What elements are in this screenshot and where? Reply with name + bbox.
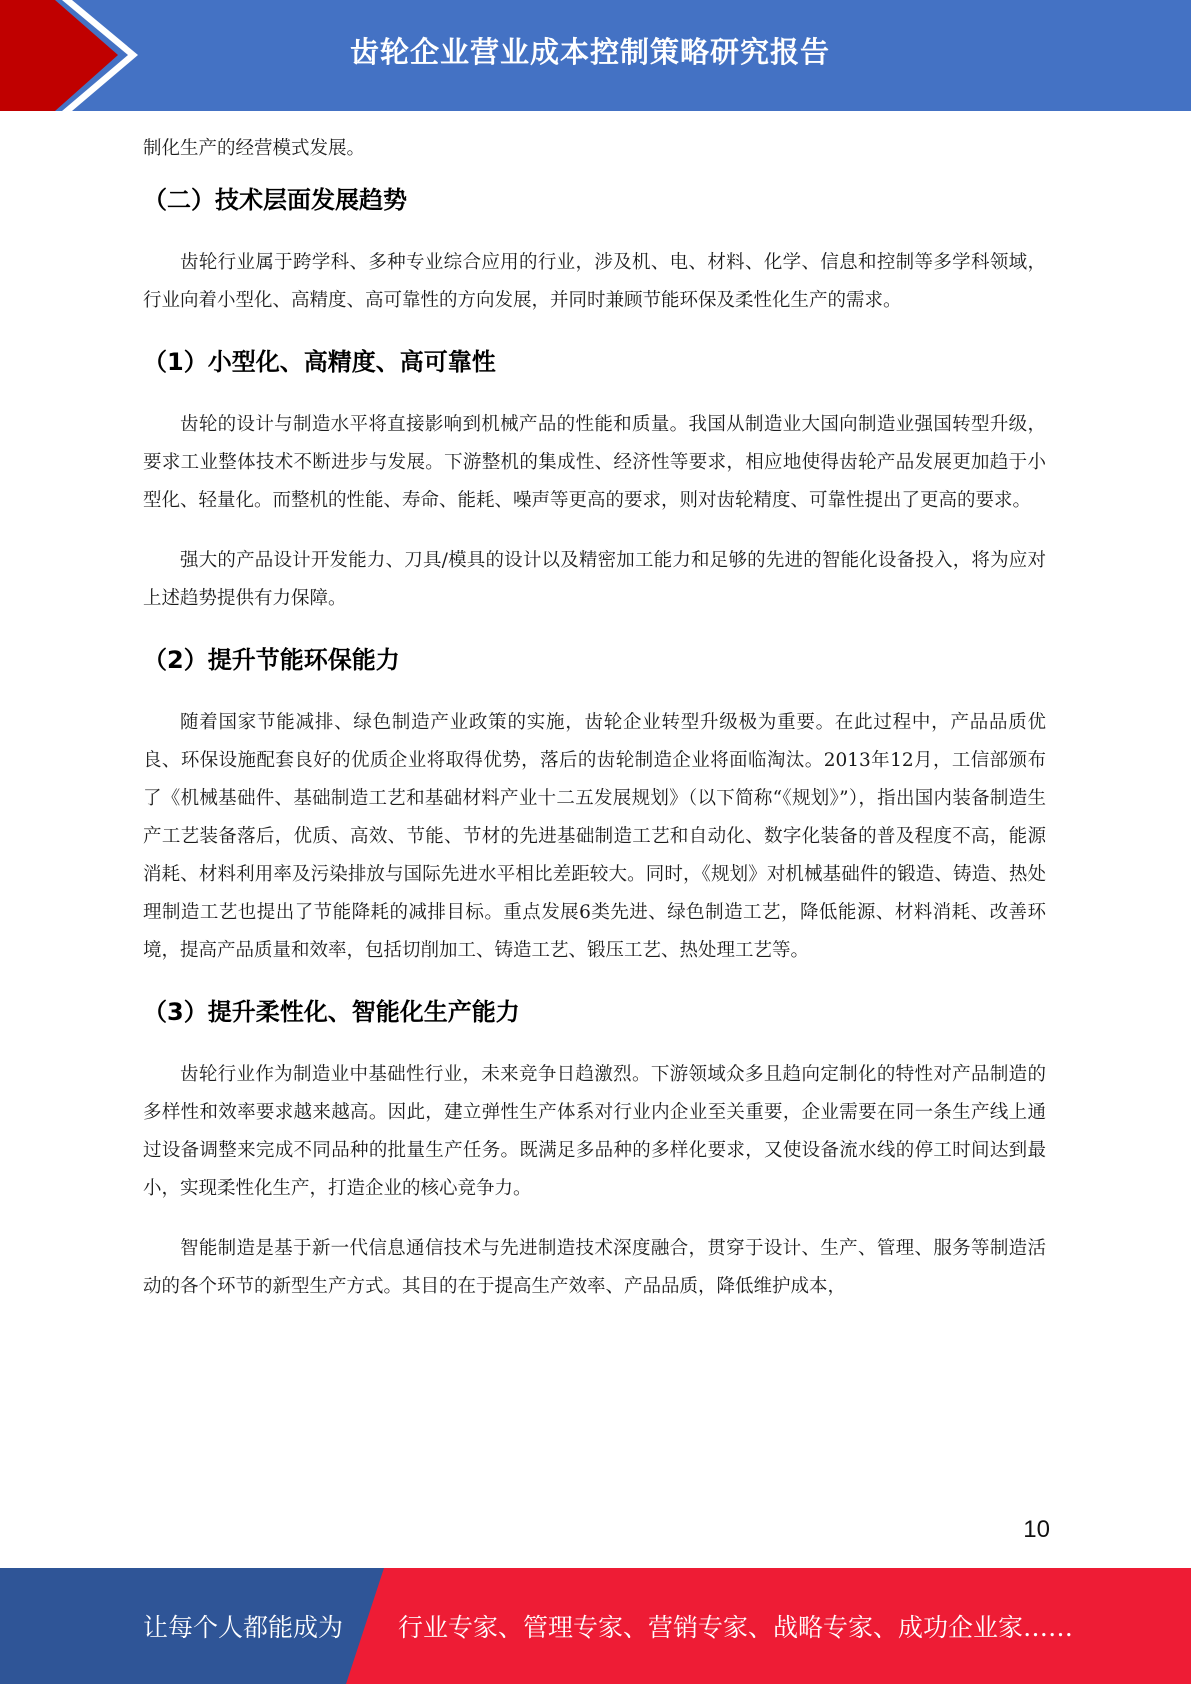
paragraph: 智能制造是基于新一代信息通信技术与先进制造技术深度融合，贯穿于设计、生产、管理、服务等制造活动的各个环节的新型生产方式。其目的在于提高生产效率、产品品质，降低维护成本，	[143, 1238, 1046, 1297]
header-arrow-icon	[0, 0, 160, 111]
page-footer	[0, 1568, 1191, 1684]
continuation-paragraph: 制化生产的经营模式发展。	[143, 138, 366, 159]
document-body	[143, 130, 1046, 1306]
paragraph: 齿轮的设计与制造水平将直接影响到机械产品的性能和质量。我国从制造业大国向制造业强国转型升级，要求工业整体技术不断进步与发展。下游整机的集成性、经济性等要求，相应地使得齿轮产品发展更加趋于小型化、轻量化。而整机的性能、寿命、能耗、噪声等更高的要求，则对齿轮精度、可靠性提出了更高的要求。	[143, 414, 1046, 511]
footer-slogan-left: 让每个人都能成为	[143, 1613, 344, 1642]
section-intro-paragraph: 齿轮行业属于跨学科、多种专业综合应用的行业，涉及机、电、材料、化学、信息和控制等多学科领域，行业向着小型化、高精度、高可靠性的方向发展，并同时兼顾节能环保及柔性化生产的需求。	[143, 252, 1046, 311]
section-heading: （二）技术层面发展趋势	[143, 186, 407, 214]
page-header	[0, 0, 1191, 111]
page-number: 10	[1023, 1516, 1050, 1543]
paragraph: 齿轮行业作为制造业中基础性行业，未来竞争日趋激烈。下游领域众多且趋向定制化的特性对产品制造的多样性和效率要求越来越高。因此，建立弹性生产体系对行业内企业至关重要，企业需要在同一条生产线上通过设备调整来完成不同品种的批量生产任务。既满足多品种的多样化要求，又使设备流水线的停工时间达到最小，实现柔性化生产，打造企业的核心竞争力。	[143, 1064, 1046, 1199]
subsection-heading-1: （1）小型化、高精度、高可靠性	[143, 348, 496, 376]
report-title: 齿轮企业营业成本控制策略研究报告	[350, 35, 831, 69]
paragraph: 强大的产品设计开发能力、刀具/模具的设计以及精密加工能力和足够的先进的智能化设备投入，将为应对上述趋势提供有力保障。	[143, 550, 1046, 609]
subsection-heading-3: （3）提升柔性化、智能化生产能力	[143, 998, 520, 1026]
footer-slogan-right: 行业专家、管理专家、营销专家、战略专家、成功企业家……	[398, 1613, 1074, 1642]
paragraph: 随着国家节能减排、绿色制造产业政策的实施，齿轮企业转型升级极为重要。在此过程中，产品品质优良、环保设施配套良好的优质企业将取得优势，落后的齿轮制造企业将面临淘汰。2013年12月，工信部颁布了《机械基础件、基础制造工艺和基础材料产业十二五发展规划》（以下简称“《规划》”），指出国内装备制造生产工艺装备落后，优质、高效、节能、节材的先进基础制造工艺和自动化、数字化装备的普及程度不高，能源消耗、材料利用率及污染排放与国际先进水平相比差距较大。同时，《规划》对机械基础件的锻造、铸造、热处理制造工艺也提出了节能降耗的减排目标。重点发展6类先进、绿色制造工艺，降低能源、材料消耗、改善环境，提高产品质量和效率，包括切削加工、铸造工艺、锻压工艺、热处理工艺等。	[143, 712, 1046, 961]
subsection-heading-2: （2）提升节能环保能力	[143, 646, 400, 674]
